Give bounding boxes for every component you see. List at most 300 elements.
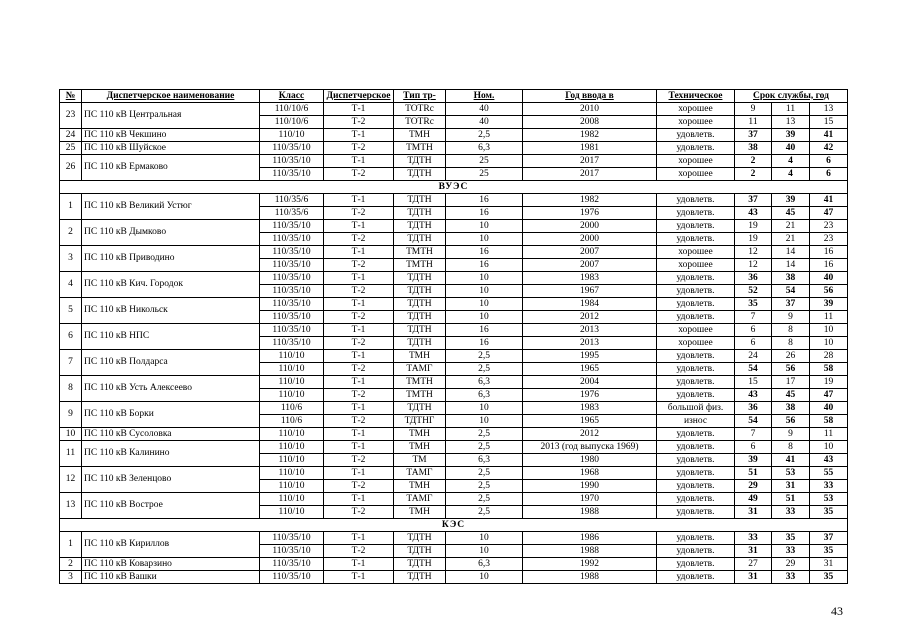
transformer-type: ТДТН (394, 220, 446, 233)
row-number: 3 (60, 571, 82, 584)
commission-year: 1965 (523, 363, 657, 376)
nominal-power: 6,3 (446, 142, 523, 155)
transformer-type: TOTRc (394, 116, 446, 129)
nominal-power: 16 (446, 194, 523, 207)
commission-year: 1990 (523, 480, 657, 493)
commission-year: 2017 (523, 155, 657, 168)
voltage-class: 110/10 (260, 506, 324, 519)
transformer-type: ТМН (394, 428, 446, 441)
service-life-3: 19 (810, 376, 848, 389)
service-life-2: 29 (772, 558, 810, 571)
voltage-class: 110/10 (260, 376, 324, 389)
service-life-1: 6 (735, 324, 772, 337)
substation-name: ПС 110 кВ Зеленцово (82, 467, 260, 493)
service-life-1: 19 (735, 220, 772, 233)
nominal-power: 2,5 (446, 506, 523, 519)
transformer-type: ТДТН (394, 571, 446, 584)
transformer-table (59, 89, 848, 584)
service-life-2: 33 (772, 545, 810, 558)
dispatch-name: Т-1 (324, 246, 394, 259)
row-number: 3 (60, 246, 82, 272)
dispatch-name: Т-2 (324, 337, 394, 350)
service-life-2: 8 (772, 324, 810, 337)
service-life-3: 41 (810, 129, 848, 142)
voltage-class: 110/35/10 (260, 311, 324, 324)
dispatch-name: Т-1 (324, 103, 394, 116)
substation-name: ПС 110 кВ Вашки (82, 571, 260, 584)
service-life-2: 14 (772, 259, 810, 272)
technical-state: удовлетв. (657, 311, 735, 324)
dispatch-name: Т-1 (324, 376, 394, 389)
section-row (60, 181, 848, 194)
voltage-class: 110/10 (260, 480, 324, 493)
service-life-2: 35 (772, 532, 810, 545)
dispatch-name: Т-1 (324, 402, 394, 415)
voltage-class: 110/35/10 (260, 324, 324, 337)
technical-state: удовлетв. (657, 207, 735, 220)
commission-year: 2013 (год выпуска 1969) (523, 441, 657, 454)
dispatch-name: Т-2 (324, 142, 394, 155)
commission-year: 1981 (523, 142, 657, 155)
service-life-2: 14 (772, 246, 810, 259)
voltage-class: 110/35/10 (260, 155, 324, 168)
technical-state: удовлетв. (657, 454, 735, 467)
technical-state: удовлетв. (657, 532, 735, 545)
col-header-service-life: Срок службы, год (735, 90, 848, 103)
transformer-type: ТАМГ (394, 493, 446, 506)
technical-state: удовлетв. (657, 129, 735, 142)
transformer-type: ТДТНГ (394, 415, 446, 428)
voltage-class: 110/10 (260, 441, 324, 454)
table-row (60, 142, 848, 155)
voltage-class: 110/10 (260, 129, 324, 142)
row-number: 24 (60, 129, 82, 142)
voltage-class: 110/35/6 (260, 207, 324, 220)
row-number: 11 (60, 441, 82, 467)
dispatch-name: Т-1 (324, 467, 394, 480)
commission-year: 1988 (523, 545, 657, 558)
dispatch-name: Т-1 (324, 324, 394, 337)
dispatch-name: Т-2 (324, 168, 394, 181)
transformer-type: ТДТН (394, 324, 446, 337)
row-number: 4 (60, 272, 82, 298)
service-life-3: 43 (810, 454, 848, 467)
nominal-power: 10 (446, 298, 523, 311)
commission-year: 1988 (523, 571, 657, 584)
header-row (60, 90, 848, 103)
service-life-1: 37 (735, 194, 772, 207)
commission-year: 2000 (523, 233, 657, 246)
nominal-power: 10 (446, 571, 523, 584)
service-life-2: 56 (772, 415, 810, 428)
service-life-2: 56 (772, 363, 810, 376)
transformer-type: ТМТН (394, 376, 446, 389)
commission-year: 1968 (523, 467, 657, 480)
substation-name: ПС 110 кВ Ермаково (82, 155, 260, 181)
technical-state: износ (657, 415, 735, 428)
technical-state: удовлетв. (657, 142, 735, 155)
voltage-class: 110/35/10 (260, 532, 324, 545)
service-life-2: 51 (772, 493, 810, 506)
commission-year: 1976 (523, 389, 657, 402)
service-life-3: 35 (810, 571, 848, 584)
substation-name: ПС 110 кВ Шуйское (82, 142, 260, 155)
service-life-3: 53 (810, 493, 848, 506)
technical-state: удовлетв. (657, 493, 735, 506)
dispatch-name: Т-1 (324, 441, 394, 454)
technical-state: хорошее (657, 337, 735, 350)
service-life-1: 12 (735, 246, 772, 259)
service-life-3: 33 (810, 480, 848, 493)
service-life-1: 54 (735, 363, 772, 376)
dispatch-name: Т-1 (324, 155, 394, 168)
transformer-type: ТДТН (394, 545, 446, 558)
service-life-3: 40 (810, 272, 848, 285)
service-life-1: 11 (735, 116, 772, 129)
service-life-1: 6 (735, 441, 772, 454)
service-life-3: 35 (810, 545, 848, 558)
nominal-power: 10 (446, 532, 523, 545)
technical-state: хорошее (657, 116, 735, 129)
service-life-3: 58 (810, 415, 848, 428)
service-life-2: 31 (772, 480, 810, 493)
service-life-2: 11 (772, 103, 810, 116)
nominal-power: 6,3 (446, 376, 523, 389)
transformer-type: ТДТН (394, 298, 446, 311)
technical-state: удовлетв. (657, 506, 735, 519)
commission-year: 1982 (523, 194, 657, 207)
substation-name: ПС 110 кВ Великий Устюг (82, 194, 260, 220)
nominal-power: 16 (446, 207, 523, 220)
service-life-2: 41 (772, 454, 810, 467)
commission-year: 2007 (523, 259, 657, 272)
service-life-2: 38 (772, 272, 810, 285)
voltage-class: 110/35/6 (260, 194, 324, 207)
service-life-1: 31 (735, 571, 772, 584)
service-life-1: 52 (735, 285, 772, 298)
dispatch-name: Т-2 (324, 545, 394, 558)
substation-name: ПС 110 кВ Центральная (82, 103, 260, 129)
technical-state: хорошее (657, 259, 735, 272)
table-row (60, 220, 848, 233)
service-life-1: 7 (735, 311, 772, 324)
transformer-type: ТДТН (394, 402, 446, 415)
dispatch-name: Т-2 (324, 415, 394, 428)
commission-year: 2008 (523, 116, 657, 129)
row-number: 26 (60, 155, 82, 181)
col-header-name: Диспетчерское наименование (82, 90, 260, 103)
service-life-3: 16 (810, 246, 848, 259)
voltage-class: 110/35/10 (260, 285, 324, 298)
service-life-2: 33 (772, 506, 810, 519)
voltage-class: 110/35/10 (260, 272, 324, 285)
service-life-3: 39 (810, 298, 848, 311)
commission-year: 1982 (523, 129, 657, 142)
dispatch-name: Т-2 (324, 207, 394, 220)
substation-name: ПС 110 кВ Сусоловка (82, 428, 260, 441)
transformer-type: ТМ (394, 454, 446, 467)
substation-name: ПС 110 кВ Калинино (82, 441, 260, 467)
service-life-3: 15 (810, 116, 848, 129)
voltage-class: 110/10/6 (260, 103, 324, 116)
row-number: 13 (60, 493, 82, 519)
row-number: 6 (60, 324, 82, 350)
transformer-type: ТАМГ (394, 363, 446, 376)
transformer-type: ТМТН (394, 142, 446, 155)
dispatch-name: Т-1 (324, 558, 394, 571)
col-header-type: Тип тр- (394, 90, 446, 103)
technical-state: удовлетв. (657, 233, 735, 246)
technical-state: удовлетв. (657, 389, 735, 402)
nominal-power: 25 (446, 168, 523, 181)
substation-name: ПС 110 кВ Приводино (82, 246, 260, 272)
col-header-number: № (60, 90, 82, 103)
transformer-type: ТДТН (394, 311, 446, 324)
table-row (60, 558, 848, 571)
row-number: 1 (60, 194, 82, 220)
nominal-power: 10 (446, 311, 523, 324)
table-row (60, 272, 848, 285)
commission-year: 2012 (523, 311, 657, 324)
service-life-3: 10 (810, 324, 848, 337)
nominal-power: 2,5 (446, 480, 523, 493)
nominal-power: 10 (446, 272, 523, 285)
dispatch-name: Т-1 (324, 571, 394, 584)
service-life-2: 4 (772, 155, 810, 168)
commission-year: 2013 (523, 324, 657, 337)
transformer-type: ТДТН (394, 233, 446, 246)
technical-state: удовлетв. (657, 545, 735, 558)
service-life-3: 56 (810, 285, 848, 298)
commission-year: 1970 (523, 493, 657, 506)
technical-state: хорошее (657, 168, 735, 181)
service-life-3: 41 (810, 194, 848, 207)
page-number: 43 (831, 604, 843, 618)
voltage-class: 110/35/10 (260, 259, 324, 272)
nominal-power: 2,5 (446, 467, 523, 480)
dispatch-name: Т-2 (324, 454, 394, 467)
section-row (60, 519, 848, 532)
service-life-1: 29 (735, 480, 772, 493)
table-row (60, 571, 848, 584)
row-number: 7 (60, 350, 82, 376)
transformer-type: ТДТН (394, 155, 446, 168)
commission-year: 1988 (523, 506, 657, 519)
dispatch-name: Т-1 (324, 350, 394, 363)
service-life-3: 6 (810, 155, 848, 168)
nominal-power: 16 (446, 259, 523, 272)
service-life-3: 16 (810, 259, 848, 272)
voltage-class: 110/10 (260, 389, 324, 402)
table-row (60, 129, 848, 142)
commission-year: 2004 (523, 376, 657, 389)
transformer-type: ТМН (394, 441, 446, 454)
col-header-state: Техническое (657, 90, 735, 103)
voltage-class: 110/35/10 (260, 545, 324, 558)
row-number: 10 (60, 428, 82, 441)
service-life-1: 39 (735, 454, 772, 467)
service-life-3: 40 (810, 402, 848, 415)
substation-name: ПС 110 кВ Дымково (82, 220, 260, 246)
service-life-2: 9 (772, 311, 810, 324)
voltage-class: 110/10 (260, 467, 324, 480)
voltage-class: 110/35/10 (260, 246, 324, 259)
dispatch-name: Т-2 (324, 116, 394, 129)
substation-name: ПС 110 кВ Кириллов (82, 532, 260, 558)
substation-name: ПС 110 кВ Никольск (82, 298, 260, 324)
service-life-2: 26 (772, 350, 810, 363)
service-life-2: 21 (772, 233, 810, 246)
table-row (60, 402, 848, 415)
service-life-2: 39 (772, 129, 810, 142)
col-header-year: Год ввода в (523, 90, 657, 103)
service-life-3: 47 (810, 207, 848, 220)
voltage-class: 110/10 (260, 454, 324, 467)
nominal-power: 6,3 (446, 389, 523, 402)
service-life-1: 33 (735, 532, 772, 545)
service-life-1: 9 (735, 103, 772, 116)
service-life-1: 38 (735, 142, 772, 155)
technical-state: хорошее (657, 324, 735, 337)
voltage-class: 110/35/10 (260, 168, 324, 181)
table-row (60, 532, 848, 545)
technical-state: хорошее (657, 246, 735, 259)
nominal-power: 40 (446, 103, 523, 116)
technical-state: удовлетв. (657, 558, 735, 571)
col-header-dispatch: Диспетчерское (324, 90, 394, 103)
service-life-1: 31 (735, 506, 772, 519)
technical-state: удовлетв. (657, 376, 735, 389)
service-life-3: 47 (810, 389, 848, 402)
service-life-3: 58 (810, 363, 848, 376)
commission-year: 2012 (523, 428, 657, 441)
transformer-type: ТДТН (394, 194, 446, 207)
nominal-power: 6,3 (446, 558, 523, 571)
service-life-2: 37 (772, 298, 810, 311)
commission-year: 1967 (523, 285, 657, 298)
row-number: 2 (60, 220, 82, 246)
nominal-power: 2,5 (446, 428, 523, 441)
nominal-power: 16 (446, 246, 523, 259)
voltage-class: 110/6 (260, 402, 324, 415)
row-number: 12 (60, 467, 82, 493)
service-life-3: 35 (810, 506, 848, 519)
service-life-1: 12 (735, 259, 772, 272)
substation-name: ПС 110 кВ Вострое (82, 493, 260, 519)
technical-state: удовлетв. (657, 285, 735, 298)
nominal-power: 40 (446, 116, 523, 129)
technical-state: удовлетв. (657, 272, 735, 285)
transformer-type: ТАМГ (394, 467, 446, 480)
row-number: 23 (60, 103, 82, 129)
service-life-2: 39 (772, 194, 810, 207)
service-life-3: 10 (810, 441, 848, 454)
transformer-type: ТМН (394, 506, 446, 519)
voltage-class: 110/35/10 (260, 142, 324, 155)
nominal-power: 2,5 (446, 441, 523, 454)
service-life-1: 49 (735, 493, 772, 506)
service-life-3: 28 (810, 350, 848, 363)
dispatch-name: Т-1 (324, 272, 394, 285)
voltage-class: 110/10 (260, 363, 324, 376)
transformer-type: ТДТН (394, 285, 446, 298)
table-row (60, 155, 848, 168)
voltage-class: 110/35/10 (260, 337, 324, 350)
service-life-2: 45 (772, 389, 810, 402)
nominal-power: 16 (446, 324, 523, 337)
service-life-1: 43 (735, 389, 772, 402)
service-life-3: 11 (810, 428, 848, 441)
service-life-1: 19 (735, 233, 772, 246)
row-number: 2 (60, 558, 82, 571)
voltage-class: 110/10 (260, 493, 324, 506)
nominal-power: 10 (446, 220, 523, 233)
substation-name: ПС 110 кВ Коварзино (82, 558, 260, 571)
service-life-1: 43 (735, 207, 772, 220)
table-row (60, 428, 848, 441)
commission-year: 1965 (523, 415, 657, 428)
nominal-power: 25 (446, 155, 523, 168)
commission-year: 1992 (523, 558, 657, 571)
dispatch-name: Т-2 (324, 233, 394, 246)
commission-year: 1995 (523, 350, 657, 363)
service-life-3: 37 (810, 532, 848, 545)
service-life-2: 54 (772, 285, 810, 298)
nominal-power: 2,5 (446, 493, 523, 506)
service-life-1: 6 (735, 337, 772, 350)
voltage-class: 110/35/10 (260, 233, 324, 246)
nominal-power: 6,3 (446, 454, 523, 467)
substation-name: ПС 110 кВ Чекшино (82, 129, 260, 142)
service-life-2: 21 (772, 220, 810, 233)
table-body (60, 103, 848, 584)
row-number: 5 (60, 298, 82, 324)
service-life-1: 36 (735, 402, 772, 415)
transformer-type: ТМН (394, 480, 446, 493)
voltage-class: 110/10 (260, 350, 324, 363)
commission-year: 2013 (523, 337, 657, 350)
dispatch-name: Т-2 (324, 363, 394, 376)
nominal-power: 2,5 (446, 129, 523, 142)
nominal-power: 2,5 (446, 363, 523, 376)
commission-year: 1984 (523, 298, 657, 311)
service-life-2: 9 (772, 428, 810, 441)
table-row (60, 246, 848, 259)
table-row (60, 493, 848, 506)
section-label: КЭС (60, 519, 848, 532)
technical-state: удовлетв. (657, 363, 735, 376)
nominal-power: 10 (446, 415, 523, 428)
transformer-type: ТМН (394, 350, 446, 363)
technical-state: хорошее (657, 103, 735, 116)
service-life-3: 23 (810, 233, 848, 246)
service-life-1: 7 (735, 428, 772, 441)
transformer-type: ТМТН (394, 259, 446, 272)
service-life-1: 27 (735, 558, 772, 571)
voltage-class: 110/35/10 (260, 558, 324, 571)
technical-state: хорошее (657, 155, 735, 168)
transformer-type: ТДТН (394, 207, 446, 220)
service-life-1: 2 (735, 168, 772, 181)
technical-state: удовлетв. (657, 350, 735, 363)
transformer-type: ТМТН (394, 389, 446, 402)
transformer-type: ТДТН (394, 168, 446, 181)
nominal-power: 2,5 (446, 350, 523, 363)
service-life-2: 38 (772, 402, 810, 415)
commission-year: 1983 (523, 402, 657, 415)
commission-year: 1986 (523, 532, 657, 545)
service-life-1: 37 (735, 129, 772, 142)
